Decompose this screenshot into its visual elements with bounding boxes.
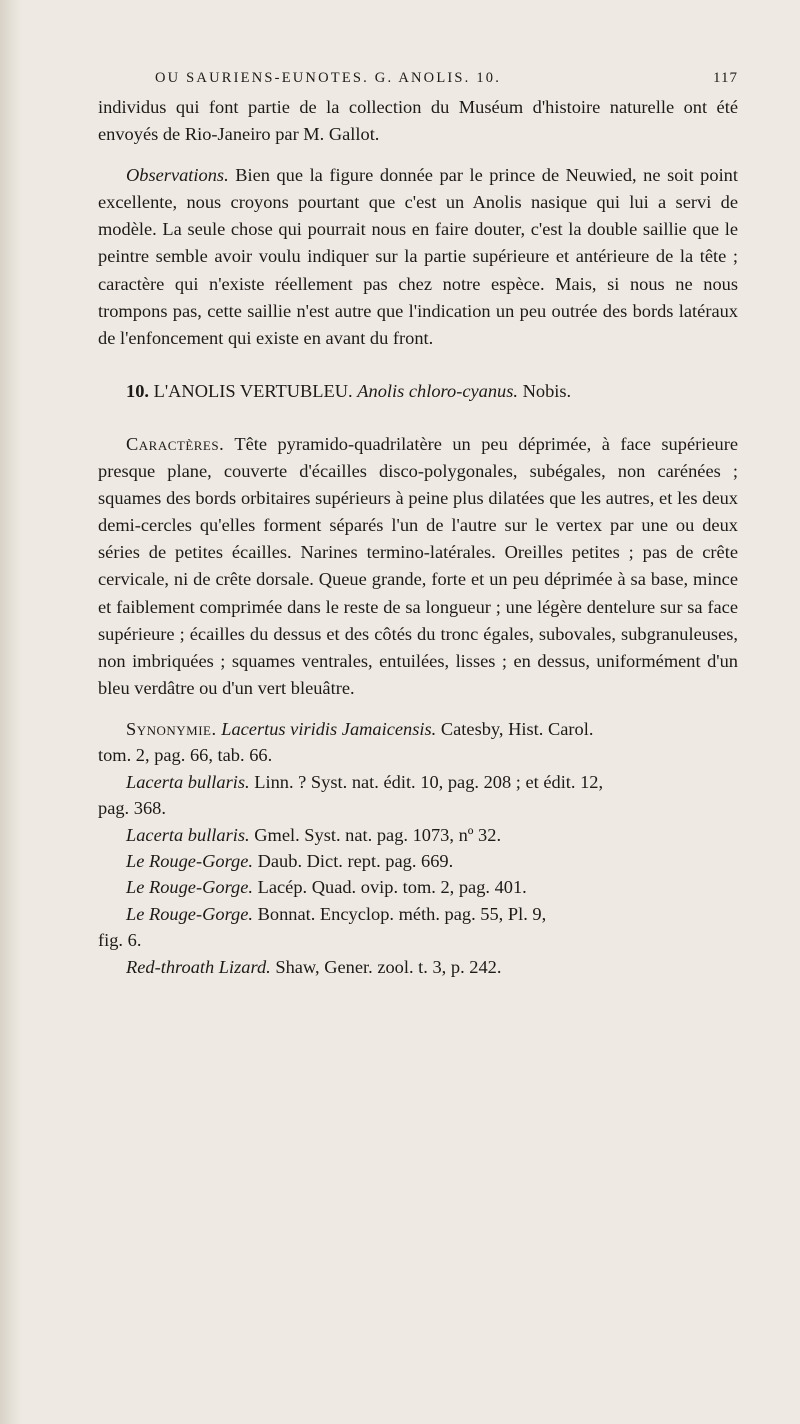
synonymie-entry	[98, 769, 738, 795]
latin-name: Anolis chloro-cyanus.	[357, 380, 518, 401]
synonymie-label: Synonymie.	[126, 718, 217, 739]
text-block	[98, 70, 738, 980]
page-gutter-shadow	[0, 0, 22, 1424]
section-heading	[98, 378, 738, 405]
synonym-reference: Linn. ? Syst. nat. édit. 10, pag. 208 ; et édit. 12,	[249, 771, 604, 792]
synonym-reference: Shaw, Gener. zool. t. 3, p. 242.	[270, 956, 502, 977]
synonymie-entry	[98, 901, 738, 927]
synonymie-entry	[98, 954, 738, 980]
synonym-name: Red-throath Lizard.	[126, 956, 271, 977]
synonym-name: Lacerta bullaris.	[126, 824, 250, 845]
page-number: 117	[713, 70, 738, 86]
synonymie-list	[98, 716, 738, 980]
synonymie-entry	[98, 822, 738, 848]
running-head	[98, 70, 738, 94]
section-number: 10.	[126, 380, 149, 401]
synonymie-entry	[98, 874, 738, 900]
synonym-reference: Bonnat. Encyclop. méth. pag. 55, Pl. 9,	[253, 903, 547, 924]
synonym-name: Lacerta bullaris.	[126, 771, 250, 792]
synonym-name: Le Rouge-Gorge.	[126, 877, 254, 898]
caracteres-paragraph	[98, 431, 738, 702]
synonymie-entry	[98, 848, 738, 874]
synonym-name: Le Rouge-Gorge.	[126, 850, 254, 871]
synonym-reference: Gmel. Syst. nat. pag. 1073, nº 32.	[249, 824, 502, 845]
synonym-reference: Lacép. Quad. ovip. tom. 2, pag. 401.	[253, 877, 527, 898]
caracteres-label: Caractères.	[126, 433, 225, 454]
observations-paragraph	[98, 162, 738, 352]
observations-label: Observations.	[126, 165, 229, 186]
paragraph-continuation: individus qui font partie de la collection du Muséum d'histoire naturelle ont été envoyés de Rio-Janeiro par M. Gallot.	[98, 97, 738, 145]
synonym-reference-continuation: fig. 6.	[98, 930, 142, 951]
synonym-reference: Catesby, Hist. Carol.	[436, 718, 594, 739]
synonymie-entry	[98, 716, 738, 742]
running-head-title: OU SAURIENS-EUNOTES. G. ANOLIS. 10.	[155, 70, 502, 86]
observations-text: Bien que la figure donnée par le prince de Neuwied, ne soit point excellente, nous croyons pourtant que c'est un Anolis nasique qui lui a servi de modèle. La seule chose qui pourrait nous en faire douter, c'est la double saillie que le peintre semble avoir voulu indiquer sur la partie supérieure et antérieure de la tête ; caractère qui n'existe réellement pas chez notre espèce. Mais, si nous ne nous trompons pas, cette saillie n'est autre que l'indication un peu outrée des bords latéraux de l'enfoncement qui existe en avant du front.	[98, 165, 738, 348]
synonym-reference: Daub. Dict. rept. pag. 669.	[253, 850, 454, 871]
section-title: L'ANOLIS VERTUBLEU.	[149, 380, 353, 401]
synonym-reference-continuation: pag. 368.	[98, 798, 166, 819]
synonym-name: Lacertus viridis Jamaicensis.	[221, 718, 437, 739]
synonym-reference-continuation: tom. 2, pag. 66, tab. 66.	[98, 745, 273, 766]
section-author: Nobis.	[518, 380, 572, 401]
synonym-name: Le Rouge-Gorge.	[126, 903, 254, 924]
caracteres-text: Tête pyramido-quadrilatère un peu déprimée, à face supérieure presque plane, couverte d'écailles disco-polygonales, subégales, non carénées ; squames des bords orbitaires supérieurs à peine plus dilatées que les autres, et les deux demi-cercles qu'elles forment séparés l'un de l'autre sur le vertex par une ou deux séries de petites écailles. Narines termino-latérales. Oreilles petites ; pas de crête cervicale, ni de crête dorsale. Queue grande, forte et un peu déprimée à sa base, mince et faiblement comprimée dans le reste de sa longueur ; une légère dentelure sur sa face supérieure ; écailles du dessus et des côtés du tronc égales, subovales, subgranuleuses, non imbriquées ; squames ventrales, entuilées, lisses ; en dessus, uniformément d'un bleu verdâtre ou d'un vert bleuâtre.	[98, 433, 738, 698]
